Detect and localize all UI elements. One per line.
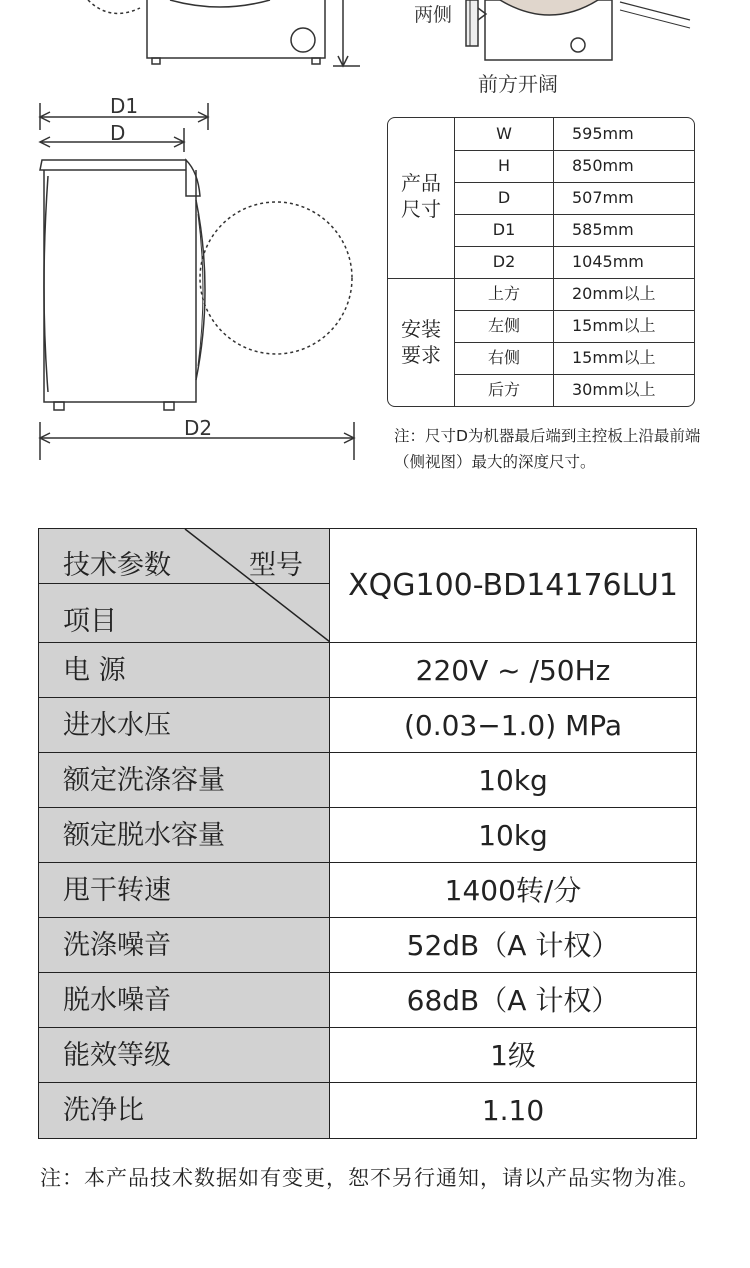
- dim-value: 507mm: [572, 188, 634, 207]
- dim-row: [454, 118, 694, 151]
- spec-header-left: [39, 529, 330, 642]
- dim-key: D2: [454, 246, 554, 278]
- spec-label: 脱水噪音: [39, 973, 330, 1028]
- dim-key: D: [454, 182, 554, 214]
- dim-key: H: [454, 150, 554, 182]
- dim-value: 850mm: [572, 156, 634, 175]
- spec-row: [39, 917, 696, 973]
- product-size-label: 产品尺寸: [401, 171, 441, 221]
- spec-row: [39, 697, 696, 753]
- dim-value: 595mm: [572, 124, 634, 143]
- dim-value: 585mm: [572, 220, 634, 239]
- spec-label: 洗涤噪音: [39, 918, 330, 973]
- install-row: [454, 278, 694, 311]
- spec-value: 1级: [490, 1039, 536, 1072]
- install-req-label: 安装要求: [401, 317, 441, 367]
- dimension-note: 注：尺寸D为机器最后端到主控板上沿最前端（侧视图）最大的深度尺寸。: [394, 427, 701, 471]
- install-value: 15mm以上: [572, 348, 656, 367]
- install-key: 左侧: [454, 310, 554, 342]
- spec-value: 68dB（A 计权）: [406, 984, 620, 1017]
- dim-row: [454, 214, 694, 247]
- side-view-washer: [40, 103, 354, 460]
- spec-row: [39, 807, 696, 863]
- spec-value: 10kg: [478, 764, 548, 797]
- header-model: 型号: [249, 550, 303, 581]
- dim-d2-label: D2: [184, 416, 213, 440]
- install-row: [454, 310, 694, 343]
- dimensions-table: [387, 117, 695, 407]
- install-value: 15mm以上: [572, 316, 656, 335]
- header-divider: [39, 583, 330, 584]
- spec-row: [39, 972, 696, 1028]
- spec-value: 1400转/分: [444, 874, 582, 907]
- header-tech-params: 技术参数: [63, 550, 171, 581]
- dim-d-label: D: [110, 121, 126, 145]
- install-key: 上方: [454, 278, 554, 310]
- spec-label: 进水水压: [39, 698, 330, 753]
- install-row: [454, 374, 694, 406]
- install-row: [454, 342, 694, 375]
- spec-label: 额定脱水容量: [39, 808, 330, 863]
- install-value: 20mm以上: [572, 284, 656, 303]
- spec-value: 10kg: [478, 819, 548, 852]
- dim-row: [454, 182, 694, 215]
- dim-key: W: [454, 118, 554, 150]
- spec-label: 电 源: [39, 643, 330, 698]
- footer-note: 注：本产品技术数据如有变更，恕不另行通知，请以产品实物为准。: [40, 1166, 700, 1190]
- spec-label: 能效等级: [39, 1028, 330, 1083]
- install-key: 后方: [454, 374, 554, 406]
- dim-key: D1: [454, 214, 554, 246]
- spec-row: [39, 862, 696, 918]
- spec-value: (0.03−1.0) MPa: [403, 709, 623, 742]
- spec-value: 52dB（A 计权）: [406, 929, 620, 962]
- spec-value: 220V ~ /50Hz: [415, 654, 611, 687]
- dim-value: 1045mm: [572, 252, 644, 271]
- top-view-washer: [466, 0, 690, 60]
- install-value: 30mm以上: [572, 380, 656, 399]
- front-view-washer: [88, 0, 360, 66]
- spec-table: [38, 528, 697, 1139]
- dim-row: [454, 150, 694, 183]
- model-value: XQG100-BD14176LU1: [330, 529, 696, 642]
- front-clearance-caption: 前方开阔: [478, 72, 558, 96]
- dim-row: [454, 246, 694, 278]
- install-key: 右侧: [454, 342, 554, 374]
- both-sides-label: 两侧: [414, 4, 453, 26]
- dim-d1-label: D1: [110, 94, 139, 118]
- spec-row: [39, 752, 696, 808]
- spec-value: 1.10: [481, 1094, 545, 1127]
- spec-row: [39, 1082, 696, 1138]
- spec-label: 额定洗涤容量: [39, 753, 330, 808]
- spec-label: 甩干转速: [39, 863, 330, 918]
- header-item: 项目: [63, 606, 117, 637]
- spec-label: 洗净比: [39, 1083, 330, 1138]
- spec-row: [39, 642, 696, 698]
- spec-row: [39, 1027, 696, 1083]
